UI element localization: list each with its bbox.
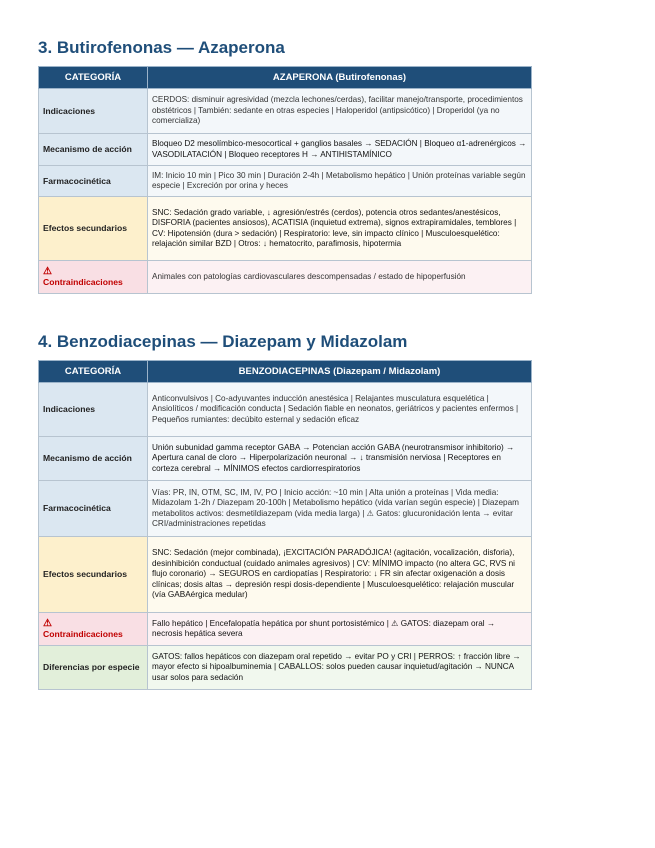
table-row-farmacocinetica <box>39 481 532 537</box>
warning-icon: ⚠ <box>43 618 52 630</box>
row-label: Indicaciones <box>39 383 148 437</box>
row-content: IM: Inicio 10 min | Pico 30 min | Duración 2-4h | Metabolismo hepático | Unión proteínas variable según especie | Excreción por orina y heces <box>148 166 532 197</box>
table-row-efectos <box>39 197 532 261</box>
table-header-row <box>39 361 532 383</box>
header-drug: BENZODIACEPINAS (Diazepam / Midazolam) <box>148 361 532 383</box>
row-content: Unión subunidad gamma receptor GABA → Potencian acción GABA (neurotransmisor inhibitorio) → Apertura canal de cloro → Hiperpolarización neuronal → ↓ transmisión nerviosa | Receptores en corteza cerebral → MÍNIMOS efectos cardiorrespiratorios <box>148 437 532 481</box>
row-label: Farmacocinética <box>39 166 148 197</box>
row-label: Efectos secundarios <box>39 197 148 261</box>
row-label: Contraindicaciones <box>43 277 123 288</box>
table-row-farmacocinetica <box>39 166 532 197</box>
row-content: Anticonvulsivos | Co-adyuvantes inducción anestésica | Relajantes musculatura esquelética | Ansiolíticos / modificación conducta | Sedación fiable en neonatos, geriátricos y pacientes enfermos | Pequeños rumiantes: decúbito esternal y sedación eficaz <box>148 383 532 437</box>
table-header-row <box>39 67 532 89</box>
row-label: Diferencias por especie <box>39 646 148 690</box>
row-content: Animales con patologías cardiovasculares descompensadas / estado de hipoperfusión <box>148 261 532 294</box>
section-title-butirofenonas: 3. Butirofenonas — Azaperona <box>38 38 285 57</box>
table-azaperona <box>38 66 532 294</box>
warning-icon: ⚠ <box>43 266 52 278</box>
row-content: Vías: PR, IN, OTM, SC, IM, IV, PO | Inicio acción: ~10 min | Alta unión a proteínas | Vida media: Midazolam 1-2h / Diazepam 20-100h | Metabolismo hepático (vida varían según especie) | Diazepam metabolitos activos: desmetildiazepam (vida media larga) | ⚠ Gatos: glucuronidación lenta → evitar CRI/administraciones repetidas <box>148 481 532 537</box>
table-row-contraindicaciones <box>39 613 532 646</box>
row-content: SNC: Sedación grado variable, ↓ agresión/estrés (cerdos), potencia otros sedantes/anestésicos, DISFORIA (pacientes ansiosos), ACATISIA (inquietud extrema), signos extrapiramidales, temblores | CV: Hipotensión (dura > sedación) | Respiratorio: leve, sin impacto clínico | Musculoesquelético: relajación similar BZD | Otros: ↓ hematocrito, parafimosis, hipotermia <box>148 197 532 261</box>
row-content: GATOS: fallos hepáticos con diazepam oral repetido → evitar PO y CRI | PERROS: ↑ fracción libre → mayor efecto si hipoalbuminemia | CABALLOS: solos pueden causar inquietud/agitación → NUNCA usar solos para sedación <box>148 646 532 690</box>
header-drug: AZAPERONA (Butirofenonas) <box>148 67 532 89</box>
row-label: Mecanismo de acción <box>39 134 148 166</box>
section-title-benzodiacepinas: 4. Benzodiacepinas — Diazepam y Midazolam <box>38 332 408 351</box>
table-benzodiacepinas <box>38 360 532 690</box>
row-label-cell <box>39 613 148 646</box>
row-content: CERDOS: disminuir agresividad (mezcla lechones/cerdas), facilitar manejo/transporte, procedimientos obstétricos | También: sedante en otras especies | Haloperidol (antipsicótico) | Droperidol (ya no comercializa) <box>148 89 532 134</box>
table-row-indicaciones <box>39 383 532 437</box>
row-label: Contraindicaciones <box>43 629 123 640</box>
row-label-cell <box>39 261 148 294</box>
table-row-diferencias <box>39 646 532 690</box>
row-label: Mecanismo de acción <box>39 437 148 481</box>
row-content: Bloqueo D2 mesolímbico-mesocortical + ganglios basales → SEDACIÓN | Bloqueo α1-adrenérgicos → VASODILATACIÓN | Bloqueo receptores H → ANTIHISTAMÍNICO <box>148 134 532 166</box>
table-row-mecanismo <box>39 134 532 166</box>
row-label: Efectos secundarios <box>39 537 148 613</box>
table-row-mecanismo <box>39 437 532 481</box>
header-category: CATEGORÍA <box>39 67 148 89</box>
table-row-contraindicaciones <box>39 261 532 294</box>
header-category: CATEGORÍA <box>39 361 148 383</box>
row-label: Farmacocinética <box>39 481 148 537</box>
row-label: Indicaciones <box>39 89 148 134</box>
table-row-efectos <box>39 537 532 613</box>
table-row-indicaciones <box>39 89 532 134</box>
row-content: Fallo hepático | Encefalopatía hepática por shunt portosistémico | ⚠ GATOS: diazepam oral → necrosis hepática severa <box>148 613 532 646</box>
row-content: SNC: Sedación (mejor combinada), ¡EXCITACIÓN PARADÓJICA! (agitación, vocalización, disforia), desinhibición conductual (cuidado animales agresivos) | CV: MÍNIMO impacto (no altera GC, RVS ni flujo coronario) → SEGUROS en cardiopatías | Respiratorio: ↓ FR sin afectar oxigenación a dosis clínicas; dosis altas → depresión respi dosis-dependiente | Musculoesquelético: relajación muscular (vía GABAérgica medular) <box>148 537 532 613</box>
